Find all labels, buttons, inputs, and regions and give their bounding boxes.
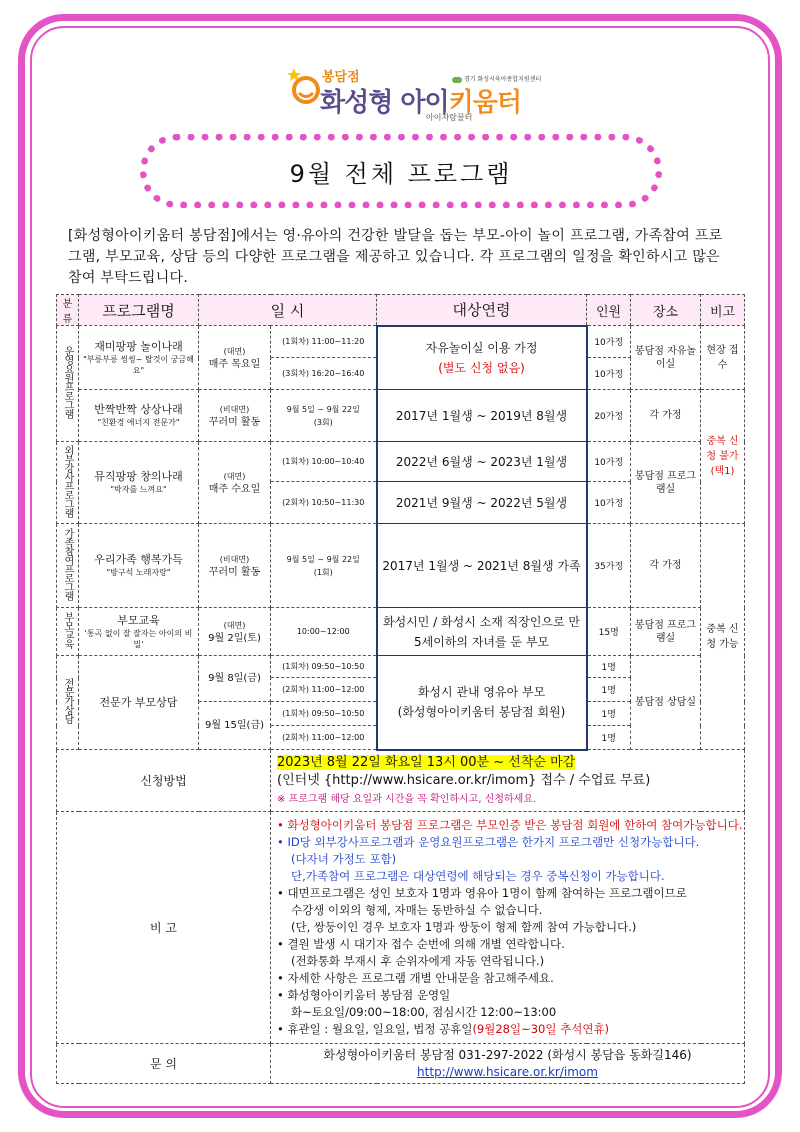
header-date: 일 시 [199,295,377,326]
schedule-cell: 9월 8일(금) [199,656,271,702]
program-name: 뮤직팡팡 창의나래 "박자를 느껴요" [79,442,199,524]
place-cell: 각 가정 [631,524,701,608]
place-cell: 봉담점 자유놀이실 [631,326,701,390]
table-row [57,326,745,358]
time-cell: (3회차) 16:20~16:40 [271,358,377,390]
category-cell: 가족참여프로그램 [57,524,79,608]
target-cell: 2017년 1월생 ~ 2019년 8월생 [377,390,587,442]
place-cell: 봉담점 프로그램실 [631,608,701,656]
capacity-cell: 20가정 [587,390,631,442]
apply-label: 신청방법 [57,750,271,812]
header-cap: 인원 [587,295,631,326]
contact-link[interactable]: http://www.hsicare.or.kr/imom [417,1064,598,1079]
title-box [140,134,662,208]
time-cell: (1회차) 09:50~10:50 [271,702,377,726]
time-cell: 10:00~12:00 [271,608,377,656]
category-cell: 전문가상담 [57,656,79,750]
sun-icon [284,64,324,104]
header-target: 대상연령 [377,295,587,326]
capacity-cell: 35가정 [587,524,631,608]
place-cell: 봉담점 상담실 [631,656,701,750]
header-note: 비고 [701,295,745,326]
target-cell: 화성시 관내 영유아 부모 (화성형아이키움터 봉담점 회원) [377,656,587,750]
logo-name: 화성형 아이키움터 [320,88,521,118]
place-cell: 봉담점 프로그램실 [631,442,701,524]
program-name: 전문가 부모상담 [79,656,199,750]
time-cell: 9월 5일 ~ 9월 22일 (3회) [271,390,377,442]
remark-item: 화~토요일/09:00~18:00, 점심시간 12:00~13:00 [291,1005,557,1019]
time-cell: 9월 5일 ~ 9월 22일 (1회) [271,524,377,608]
capacity-cell: 15명 [587,608,631,656]
capacity-cell: 10가정 [587,482,631,524]
time-cell: (1회차) 11:00~11:20 [271,326,377,358]
org-logo: 경기 화성시육아종합지원센터 [452,74,541,83]
header-cat: 분류 [57,295,79,326]
remark-item: • 결원 발생 시 대기자 접수 순번에 의해 개별 연락합니다. [277,937,565,951]
table-row [57,656,745,678]
note-cell: 현장 접수 [701,326,745,390]
program-name: 반짝반짝 상상나래 "친환경 에너지 전문가" [79,390,199,442]
program-name: 재미팡팡 놀이나래 "부릉부릉 씽씽~ 탈것이 궁금해요" [79,326,199,390]
remarks-row [57,812,745,1044]
target-cell: 2022년 6월생 ~ 2023년 1월생 [377,442,587,482]
remark-item: • 화성형아이키움터 봉담점 운영일 [277,988,451,1002]
org-icon [452,77,462,83]
contact-row [57,1044,745,1084]
remark-item: • 대면프로그램은 성인 보호자 1명과 영유아 1명이 함께 참여하는 프로그램이므로 [277,886,687,900]
contact-label: 문 의 [57,1044,271,1084]
schedule-cell: (비대면) 꾸러미 활동 [199,390,271,442]
category-cell: 부모교육 [57,608,79,656]
capacity-cell: 1명 [587,656,631,678]
remark-item: • 자세한 사항은 프로그램 개별 안내문을 참고해주세요. [277,971,554,985]
schedule-cell: 9월 15일(금) [199,702,271,750]
category-cell: 외부강사프로그램 [57,442,79,524]
target-cell: 2017년 1월생 ~ 2021년 8월생 가족 [377,524,587,608]
program-name: 부모교육 '통곡 없이 잘 잘자는 아이의 비밀' [79,608,199,656]
table-row [57,390,745,442]
target-cell: 2021년 9월생 ~ 2022년 5월생 [377,482,587,524]
remark-item: (다자녀 가정도 포함) [291,852,397,866]
capacity-cell: 10가정 [587,442,631,482]
apply-notice: ※ 프로그램 해당 요일과 시간을 꼭 확인하시고, 신청하세요. [277,793,537,805]
category-cell: 운영요원프로그램 [57,326,79,442]
apply-date: 2023년 8월 22일 화요일 13시 00분 ~ 선착순 마감 [277,754,576,770]
time-cell: (2회차) 11:00~12:00 [271,678,377,702]
remark-item: • 화성형아이키움터 봉담점 프로그램은 부모인증 받은 봉담점 회원에 한하여 참여가능합니다. [277,818,743,832]
note-cell: 중복 신청 가능 [701,524,745,750]
logo-subtitle: 아이자람꿀터 [426,113,473,122]
schedule-cell: (대면) 매주 목요일 [199,326,271,390]
remarks-label: 비 고 [57,812,271,1044]
remark-item: • ID당 외부강사프로그램과 운영요원프로그램은 한가지 프로그램만 신청가능합니다. [277,835,700,849]
table-row [57,442,745,482]
program-table [56,294,745,1084]
schedule-cell: (대면) 매주 수요일 [199,442,271,524]
remark-item: 단,가족참여 프로그램은 대상연령에 해당되는 경우 중복신청이 가능합니다. [291,869,665,883]
apply-info [271,750,745,812]
capacity-cell: 1명 [587,726,631,750]
program-name: 우리가족 행복가득 "방구석 노래자랑" [79,524,199,608]
intro-text: [화성형아이키움터 봉담점]에서는 영·유아의 건강한 발달을 돕는 부모-아이 놀이 프로그램, 가족참여 프로그램, 부모교육, 상담 등의 다양한 프로그램을 제공하고 있습니다. 각 프로그램의 일정을 확인하시고 많은 참여 부탁드립니다. [68,228,723,286]
note-cell: 중복 신청 불가 (택1) [701,390,745,524]
remark-item: 수강생 이외의 형제, 자매는 동반하실 수 없습니다. [291,903,543,917]
time-cell: (2회차) 10:50~11:30 [271,482,377,524]
table-header-row [57,295,745,326]
remark-item: (단, 쌍둥이인 경우 보호자 1명과 쌍둥이 형제 함께 참여 가능합니다.) [291,920,637,934]
capacity-cell: 1명 [587,678,631,702]
table-row [57,524,745,608]
branch-label: 봉담점 [322,70,360,85]
header-place: 장소 [631,295,701,326]
contact-info [271,1044,745,1084]
remark-item: • 휴관일 : 월요일, 일요일, 법정 공휴일(9월28일~30일 추석연휴) [277,1022,610,1036]
target-cell: 화성시민 / 화성시 소재 직장인으로 만5세이하의 자녀를 둔 부모 [377,608,587,656]
capacity-cell: 10가정 [587,358,631,390]
remark-item: (전화통화 부재시 후 순위자에게 자동 연락됩니다.) [291,954,545,968]
schedule-cell: (대면) 9월 2일(토) [199,608,271,656]
apply-row [57,750,745,812]
time-cell: (2회차) 11:00~12:00 [271,726,377,750]
apply-method: (인터넷 {http://www.hsicare.or.kr/imom} 접수 / 수업료 무료) [277,772,651,788]
contact-text: 화성형아이키움터 봉담점 031-297-2022 (화성시 봉담읍 동화길146) [323,1047,692,1062]
place-cell: 각 가정 [631,390,701,442]
capacity-cell: 10가정 [587,326,631,358]
header-name: 프로그램명 [79,295,199,326]
time-cell: (1회차) 10:00~10:40 [271,442,377,482]
target-cell: 자유놀이실 이용 가정 (별도 신청 없음) [377,326,587,390]
schedule-cell: (비대면) 꾸러미 활동 [199,524,271,608]
time-cell: (1회차) 09:50~10:50 [271,656,377,678]
table-row [57,608,745,656]
remarks-list [271,812,745,1044]
capacity-cell: 1명 [587,702,631,726]
page-title: 9월 전체 프로그램 [289,159,513,188]
